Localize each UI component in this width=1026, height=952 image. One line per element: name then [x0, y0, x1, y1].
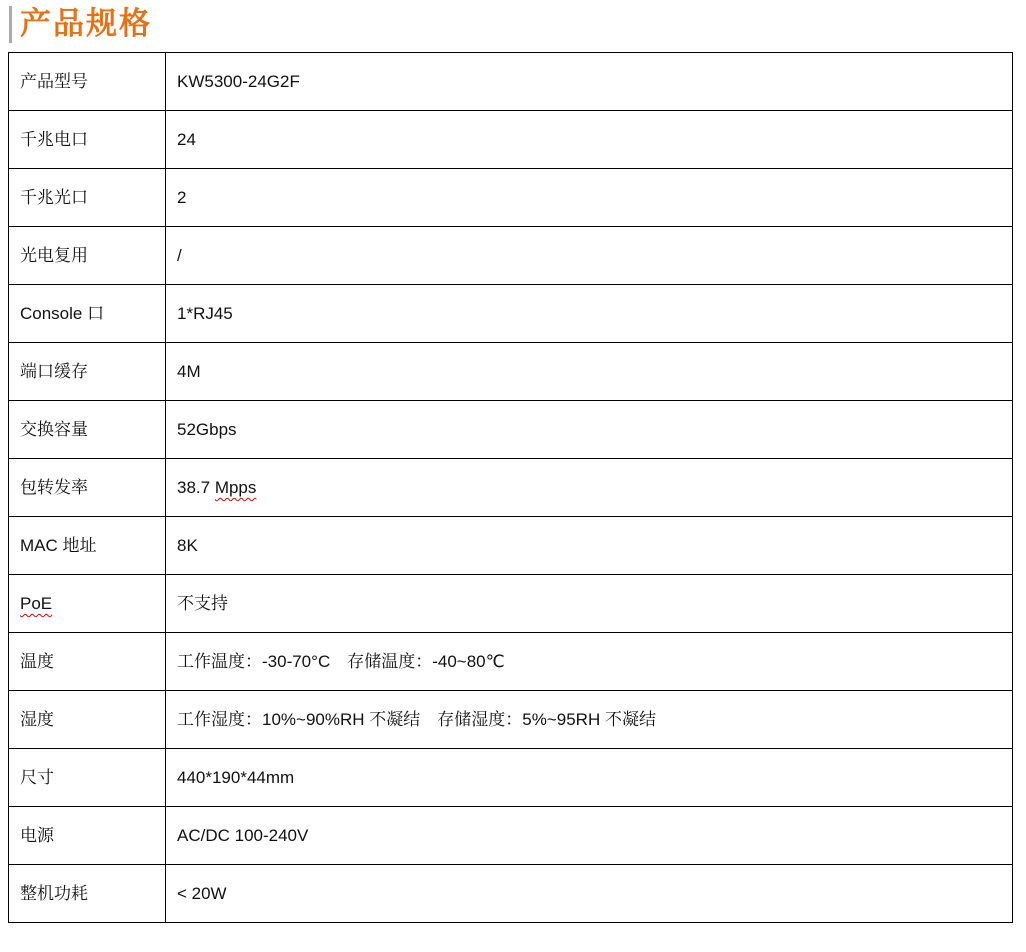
spec-value: KW5300-24G2F: [166, 53, 1013, 111]
spec-label: 光电复用: [9, 227, 166, 285]
spec-label: 整机功耗: [9, 865, 166, 923]
spec-row: [9, 517, 1013, 575]
spec-value: 4M: [166, 343, 1013, 401]
spec-value: 2: [166, 169, 1013, 227]
spec-label: 交换容量: [9, 401, 166, 459]
spec-row: [9, 807, 1013, 865]
spec-row: [9, 575, 1013, 633]
spec-value: 24: [166, 111, 1013, 169]
spec-label: 千兆电口: [9, 111, 166, 169]
spec-row: [9, 111, 1013, 169]
spec-value: 工作湿度：10%~90%RH 不凝结 存储湿度：5%~95RH 不凝结: [166, 691, 1013, 749]
page-title: 产品规格: [20, 6, 152, 41]
spec-value: 440*190*44mm: [166, 749, 1013, 807]
spec-table: [8, 52, 1013, 923]
spec-label: 包转发率: [9, 459, 166, 517]
spec-label: MAC 地址: [9, 517, 166, 575]
spec-value: 8K: [166, 517, 1013, 575]
spec-value: 52Gbps: [166, 401, 1013, 459]
spec-value: 工作温度：-30-70°C 存储温度：-40~80℃: [166, 633, 1013, 691]
spec-label: 尺寸: [9, 749, 166, 807]
spec-row: [9, 227, 1013, 285]
section-header: [0, 0, 1026, 52]
spec-row: [9, 169, 1013, 227]
spec-label: 电源: [9, 807, 166, 865]
spec-label: 温度: [9, 633, 166, 691]
spec-value: AC/DC 100-240V: [166, 807, 1013, 865]
header-accent-bar: [9, 6, 12, 43]
spec-value: /: [166, 227, 1013, 285]
spec-row: [9, 343, 1013, 401]
spec-row: [9, 459, 1013, 517]
spec-value: 不支持: [166, 575, 1013, 633]
spec-row: [9, 401, 1013, 459]
spec-label: 湿度: [9, 691, 166, 749]
spec-value: 38.7 Mpps: [166, 459, 1013, 517]
spec-table-body: [9, 53, 1013, 923]
spec-row: [9, 633, 1013, 691]
spellcheck-underline: PoE: [20, 593, 53, 613]
spellcheck-underline: Mpps: [214, 477, 257, 497]
spec-label: 产品型号: [9, 53, 166, 111]
spec-label: 端口缓存: [9, 343, 166, 401]
spec-label: [9, 575, 166, 633]
spec-row: [9, 285, 1013, 343]
spec-row: [9, 865, 1013, 923]
spec-value: < 20W: [166, 865, 1013, 923]
spec-value: 1*RJ45: [166, 285, 1013, 343]
spec-row: [9, 53, 1013, 111]
spec-label: 千兆光口: [9, 169, 166, 227]
spec-label: Console 口: [9, 285, 166, 343]
spec-row: [9, 691, 1013, 749]
spec-row: [9, 749, 1013, 807]
